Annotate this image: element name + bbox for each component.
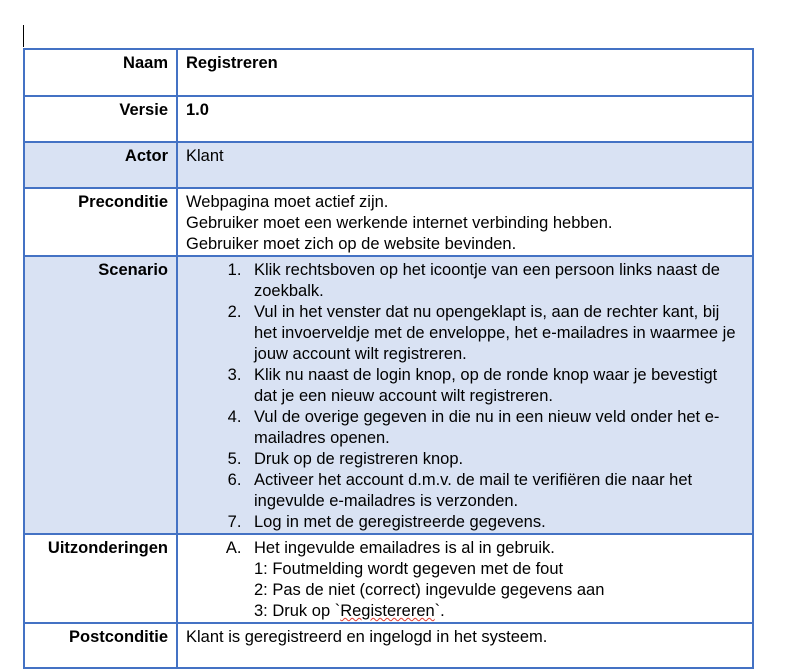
exception-substep: 2: Pas de niet (correct) ingevulde gegevens aan <box>254 581 605 599</box>
precondition-line: Gebruiker moet een werkende internet verbinding hebben. <box>186 214 613 232</box>
row-versie <box>24 96 753 142</box>
label-uitzonderingen: Uitzonderingen <box>24 534 177 623</box>
precondition-line: Webpagina moet actief zijn. <box>186 193 389 211</box>
exception-substep: 1: Foutmelding wordt gegeven met de fout <box>254 560 564 578</box>
row-scenario <box>24 256 753 534</box>
scenario-steps <box>186 260 744 533</box>
row-postconditie <box>24 623 753 668</box>
value-postconditie[interactable]: Klant is geregistreerd en ingelogd in het systeem. <box>177 623 753 668</box>
substep-suffix: `. <box>434 602 445 620</box>
scenario-step: 4. Vul de overige gegeven in die nu in een nieuw veld onder het e-mailadres openen. <box>246 407 744 449</box>
value-versie[interactable]: 1.0 <box>177 96 753 142</box>
misspelled-word[interactable]: Registereren <box>340 602 435 620</box>
label-naam: Naam <box>24 49 177 96</box>
value-actor[interactable]: Klant <box>177 142 753 188</box>
label-postconditie: Postconditie <box>24 623 177 668</box>
exception-title: Het ingevulde emailadres is al in gebruik. <box>254 539 555 557</box>
scenario-step: 7. Log in met de geregistreerde gegevens. <box>246 512 744 533</box>
scenario-step: 3. Klik nu naast de login knop, op de ronde knop waar je bevestigt dat je een nieuw account wilt registreren. <box>246 365 744 407</box>
scenario-step: 2. Vul in het venster dat nu opengeklapt is, aan de rechter kant, bij het invoerveldje met de enveloppe, het e-mailadres in waarmee je jouw account wilt registreren. <box>246 302 744 365</box>
value-uitzonderingen[interactable] <box>177 534 753 623</box>
row-preconditie <box>24 188 753 256</box>
label-versie: Versie <box>24 96 177 142</box>
scenario-step: 1. Klik rechtsboven op het icoontje van een persoon links naast de zoekbalk. <box>246 260 744 302</box>
scenario-step: 5. Druk op de registreren knop. <box>246 449 744 470</box>
exception-substep-last <box>254 601 744 622</box>
use-case-table <box>23 48 754 669</box>
row-uitzonderingen <box>24 534 753 623</box>
exception-item <box>246 538 744 622</box>
label-scenario: Scenario <box>24 256 177 534</box>
precondition-line: Gebruiker moet zich op de website bevinden. <box>186 235 517 253</box>
value-naam[interactable]: Registreren <box>177 49 753 96</box>
row-naam <box>24 49 753 96</box>
label-preconditie: Preconditie <box>24 188 177 256</box>
exception-list <box>186 538 744 622</box>
row-actor <box>24 142 753 188</box>
value-preconditie[interactable] <box>177 188 753 256</box>
value-scenario[interactable] <box>177 256 753 534</box>
substep-prefix: 3: Druk op ` <box>254 602 341 620</box>
text-cursor <box>23 25 24 47</box>
scenario-step: 6. Activeer het account d.m.v. de mail te verifiëren die naar het ingevulde e-mailadres is verzonden. <box>246 470 744 512</box>
label-actor: Actor <box>24 142 177 188</box>
